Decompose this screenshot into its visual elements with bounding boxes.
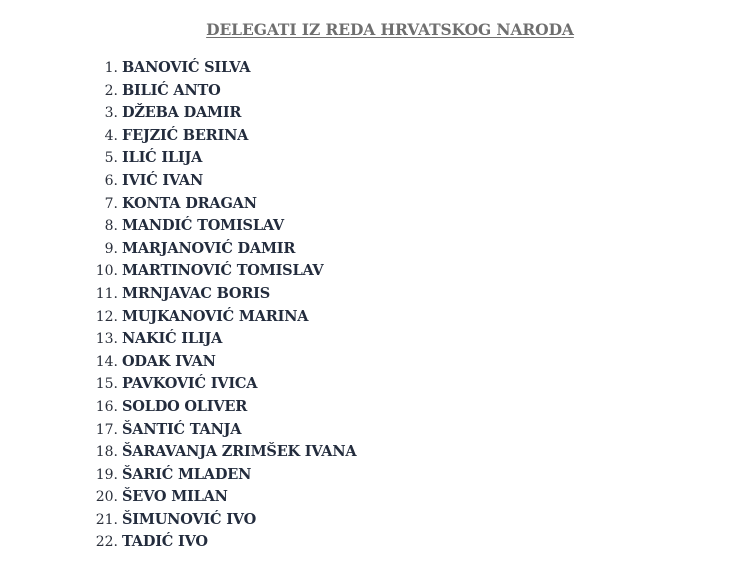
list-item-name: MRNJAVAC BORIS [122, 284, 271, 302]
list-item-name: KONTA DRAGAN [122, 194, 257, 212]
list-item-number: 8. [104, 218, 118, 235]
list-item-name: ŠIMUNOVIĆ IVO [122, 510, 257, 528]
list-item-name: BILIĆ ANTO [122, 81, 221, 99]
list-item-name: MARJANOVIĆ DAMIR [122, 239, 296, 257]
list-item-name: ŠARIĆ MLADEN [122, 465, 252, 483]
list-item-number: 5. [104, 150, 118, 167]
list-item-name: SOLDO OLIVER [122, 397, 248, 415]
list-item-number: 22. [95, 534, 118, 551]
list-item-name: FEJZIĆ BERINA [122, 126, 249, 144]
list-item-number: 6. [104, 172, 118, 189]
list-item-name: ILIĆ ILIJA [122, 149, 203, 167]
list-item-name: ŠEVO MILAN [122, 488, 228, 506]
list-item-number: 12. [95, 308, 118, 325]
list-item-number: 10. [95, 263, 118, 280]
page-heading: DELEGATI IZ REDA HRVATSKOG NARODA [206, 20, 574, 39]
list-item-number: 3. [104, 105, 118, 122]
list-item-name: IVIĆ IVAN [122, 171, 204, 189]
list-item-number: 2. [104, 82, 118, 99]
list-item-name: PAVKOVIĆ IVICA [122, 375, 258, 393]
list-item-name: ODAK IVAN [122, 352, 216, 370]
list-item-number: 14. [95, 353, 118, 370]
list-item-number: 1. [104, 60, 118, 76]
list-item-name: TADIĆ IVO [122, 533, 208, 551]
list-item-number: 11. [95, 285, 118, 302]
list-item-name: ŠANTIĆ TANJA [122, 420, 242, 438]
list-item-number: 15. [95, 376, 118, 393]
list-item-number: 4. [104, 127, 118, 144]
list-item-number: 19. [95, 466, 118, 483]
list-item-name: MUJKANOVIĆ MARINA [122, 307, 309, 325]
list-item-number: 20. [95, 489, 118, 506]
list-item-name: MARTINOVIĆ TOMISLAV [122, 262, 324, 280]
list-item-name: NAKIĆ ILIJA [122, 330, 223, 348]
list-item-number: 17. [95, 421, 118, 438]
list-item-number: 16. [95, 398, 118, 415]
list-item-number: 9. [104, 240, 118, 257]
list-item-number: 18. [95, 444, 118, 461]
list-item-name: ŠARAVANJA ZRIMŠEK IVANA [122, 443, 357, 461]
list-item-name: DŽEBA DAMIR [122, 104, 242, 122]
list-item-number: 13. [95, 331, 118, 348]
list-item-name: BANOVIĆ SILVA [122, 59, 251, 76]
list-item-number: 21. [95, 511, 118, 528]
list-item-name: MANDIĆ TOMISLAV [122, 217, 284, 235]
list-item-number: 7. [104, 195, 118, 212]
